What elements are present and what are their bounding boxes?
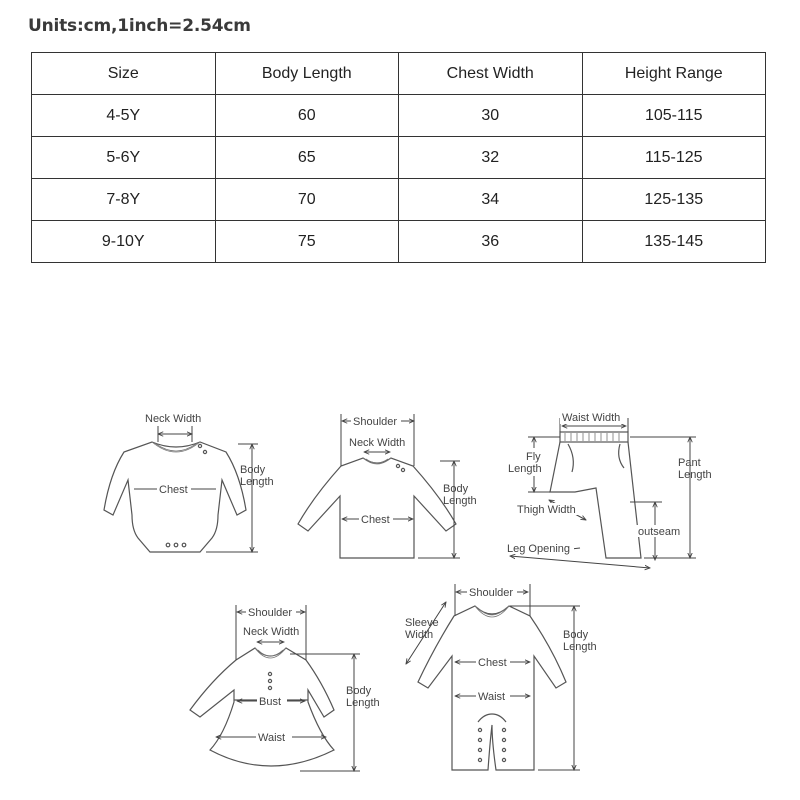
romper-snap — [502, 738, 505, 741]
bodysuit-snap — [166, 543, 170, 547]
pants-waistband — [560, 432, 628, 442]
dress-button — [268, 672, 271, 675]
shirt-body-length-label: Length — [443, 495, 477, 507]
dress-button — [268, 686, 271, 689]
bodysuit-body-length-label: Body — [240, 464, 266, 476]
romper-snap — [502, 748, 505, 751]
table-cell: 9-10Y — [32, 221, 216, 263]
column-header: Size — [32, 53, 216, 95]
shirt-chest-label: Chest — [361, 514, 390, 526]
romper-crotch-snaps — [478, 714, 506, 722]
table-cell: 125-135 — [582, 179, 766, 221]
romper-snap — [502, 728, 505, 731]
table-cell: 32 — [399, 137, 583, 179]
pants-waistband-knit — [565, 433, 619, 441]
table-cell: 34 — [399, 179, 583, 221]
dress-neck-width-label: Neck Width — [243, 626, 300, 638]
pants-thigh-width-label: Thigh Width — [517, 504, 576, 516]
table-cell: 4-5Y — [32, 95, 216, 137]
romper-snap — [478, 758, 481, 761]
table-cell: 115-125 — [582, 137, 766, 179]
romper-snap — [478, 728, 481, 731]
romper-body-length-label: Body — [563, 629, 589, 641]
bodysuit-snap — [203, 450, 206, 453]
dress-bust-label: Bust — [259, 696, 282, 708]
shirt-collar — [363, 458, 391, 464]
table-cell: 60 — [215, 95, 399, 137]
table-cell: 30 — [399, 95, 583, 137]
romper-collar — [475, 606, 509, 617]
romper-snap — [478, 748, 481, 751]
pants-leg-opening-label: Leg Opening — [507, 543, 570, 555]
bodysuit-body-length-label: Length — [240, 476, 274, 488]
dress-body-length-label: Body — [346, 685, 372, 697]
shirt-outline — [298, 458, 456, 558]
bodysuit-snap — [174, 543, 178, 547]
romper-waist-label: Waist — [478, 691, 506, 703]
dress-button — [268, 679, 271, 682]
romper-snap — [502, 758, 505, 761]
romper-sleeve-width-label: Width — [405, 629, 434, 641]
dress-shoulder-label: Shoulder — [248, 607, 293, 619]
bodysuit-chest-label: Chest — [159, 484, 188, 496]
bodysuit-outline — [104, 442, 246, 552]
column-header: Chest Width — [399, 53, 583, 95]
dress-diagram — [190, 605, 380, 771]
romper-body-length-label: Length — [563, 641, 597, 653]
pants-outseam-label: outseam — [638, 526, 681, 538]
table-cell: 135-145 — [582, 221, 766, 263]
shirt-body-length-label: Body — [443, 483, 469, 495]
bodysuit-snap — [182, 543, 186, 547]
romper-shoulder-label: Shoulder — [469, 587, 514, 599]
shirt-shoulder-label: Shoulder — [353, 416, 398, 428]
pants-fly-length-label: Length — [508, 463, 542, 475]
pants-pant-length-label: Length — [678, 469, 712, 481]
pants-fly-length-label: Fly — [526, 451, 541, 463]
table-cell: 5-6Y — [32, 137, 216, 179]
pants-diagram — [506, 412, 712, 568]
column-header: Height Range — [582, 53, 766, 95]
column-header: Body Length — [215, 53, 399, 95]
shirt-button — [401, 468, 404, 471]
shirt-button — [396, 464, 399, 467]
romper-outline — [418, 606, 566, 770]
romper-snap — [478, 738, 481, 741]
table-cell: 75 — [215, 221, 399, 263]
romper-diagram — [405, 584, 597, 770]
table-cell: 65 — [215, 137, 399, 179]
dress-body-length-label: Length — [346, 697, 380, 709]
bodysuit-neck-width-label: Neck Width — [145, 413, 202, 425]
bodysuit-diagram — [104, 413, 274, 552]
shirt-neck-width-label: Neck Width — [349, 437, 406, 449]
pants-waist-width-label: Waist Width — [562, 412, 621, 424]
shirt-diagram — [298, 414, 477, 558]
romper-sleeve-width-label: Sleeve — [405, 617, 439, 629]
dress-waist-label: Waist — [258, 732, 286, 744]
pants-pocket — [619, 444, 624, 468]
units-note: Units:cm,1inch=2.54cm — [28, 16, 251, 36]
romper-chest-label: Chest — [478, 657, 507, 669]
pants-pant-length-label: Pant — [678, 457, 701, 469]
pants-outline — [550, 442, 641, 558]
table-cell: 36 — [399, 221, 583, 263]
table-cell: 7-8Y — [32, 179, 216, 221]
table-cell: 70 — [215, 179, 399, 221]
pants-pocket — [568, 444, 573, 472]
table-cell: 105-115 — [582, 95, 766, 137]
bodysuit-snap — [198, 444, 201, 447]
